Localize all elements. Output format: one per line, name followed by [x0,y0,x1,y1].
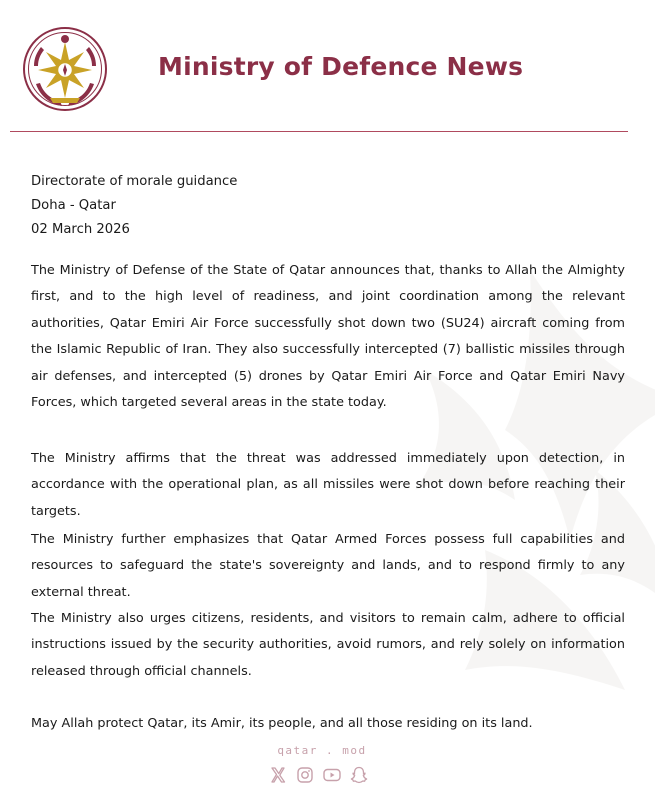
location-line: Doha - Qatar [31,198,116,213]
social-links [268,764,369,786]
social-handle: qatar . mod [277,744,367,757]
instagram-icon[interactable] [295,765,315,785]
paragraph-4: The Ministry also urges citizens, residents, and visitors to remain calm, adhere to official instructions issued by the security authorities, avoid rumors, and rely solely on information released through official channels. [31,611,625,679]
directorate-line: Directorate of morale guidance [31,174,238,189]
letterhead [0,0,655,135]
snapchat-icon[interactable] [349,765,369,785]
paragraph-3: The Ministry further emphasizes that Qatar Armed Forces possess full capabilities and resources to safeguard the state's sovereignty and lands, and to respond firmly to any external threat. [31,532,625,600]
paragraph-5: May Allah protect Qatar, its Amir, its people, and all those residing on its land. [31,716,533,731]
paragraph-2: The Ministry affirms that the threat was addressed immediately upon detection, in accordance with the operational plan, as all missiles were shot down before reaching their targets. [31,451,625,519]
header-title: Ministry of Defence News [158,52,524,81]
ministry-emblem-logo [22,26,108,112]
paragraph-1: The Ministry of Defense of the State of Qatar announces that, thanks to Allah the Almighty first, and to the high level of readiness, and joint coordination among the relevant authorities, Qatar Emiri Air Force successfully shot down two (SU24) aircraft coming from the Islamic Republic of Iran. They also successfully intercepted (7) ballistic missiles through air defenses, and intercepted (5) drones by Qatar Emiri Air Force and Qatar Emiri Navy Forces, which targeted several areas in the state today. [31,263,625,411]
youtube-icon[interactable] [322,765,342,785]
date-line: 02 March 2026 [31,222,130,237]
header-divider [10,131,628,132]
x-icon[interactable] [268,765,288,785]
footer [0,744,655,800]
release-meta [31,170,237,242]
